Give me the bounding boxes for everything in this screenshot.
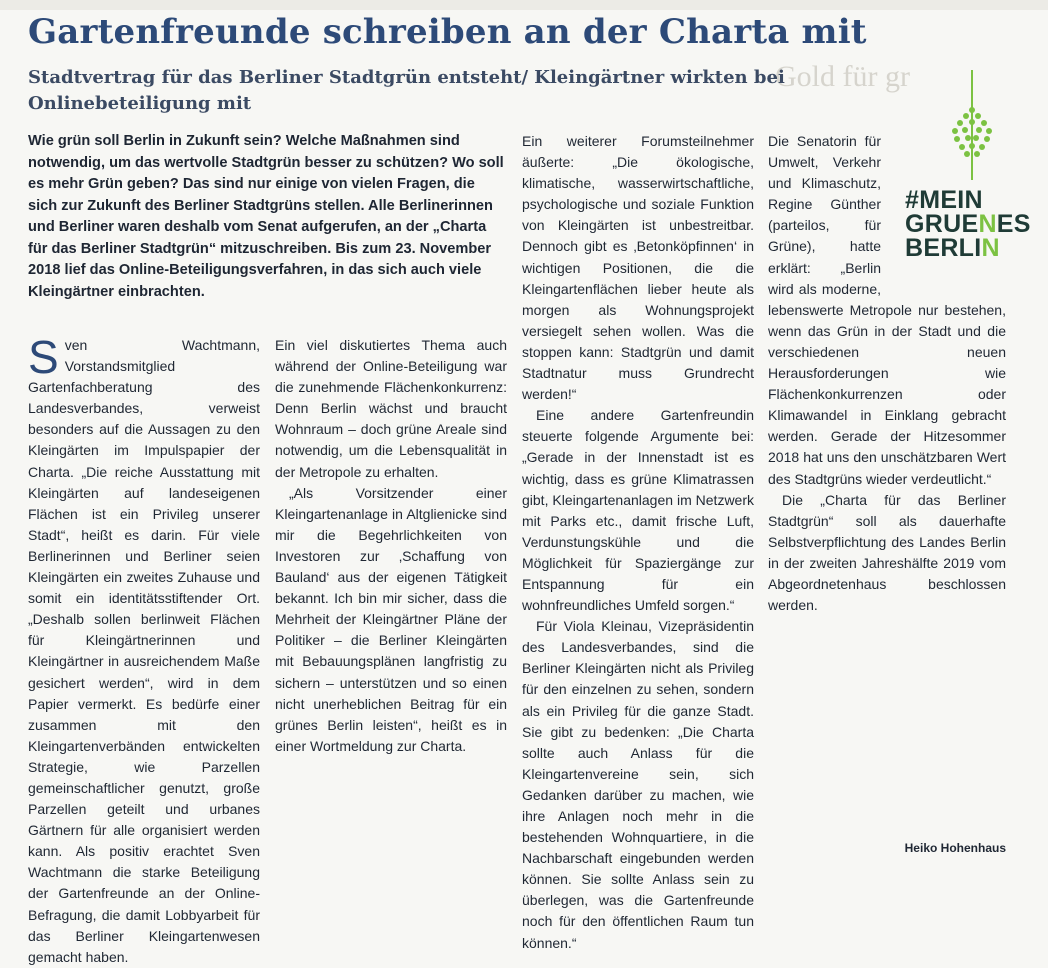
paragraph-6: Für Viola Kleinau, Vizepräsidentin des Landesverbandes, sind die Berliner Kleingärten nicht als Privileg für den einzelnen zu sehen, sondern als ein Privileg für die ganze Stadt. Sie gibt zu bedenken: „Die Charta sollte auch Anlass für die Kleingartenvereine sein, sich Gedanken darüber zu machen, wie ihre Anlagen noch mehr in die bestehenden Wohnquartiere, in die Nachbarschaft eingebunden werden können. Sie sollte Anlass sein zu überlegen, was die Gartenfreunde noch für den öffentlichen Raum tun können.“ — [522, 618, 754, 951]
article-lead: Wie grün soll Berlin in Zukunft sein? Welche Maßnahmen sind notwendig, um das wertvolle Stadtgrün besser zu schützen? Wo soll es mehr Grün geben? Das sind nur einige von vielen Fragen, die sich zur Zukunft des Berliner Stadtgrüns stellen. Alle Berlinerinnen und Berliner waren deshalb vom Senat aufgerufen, an der „Charta für das Berliner Stadtgrün“ mitzuschreiben. Bis zum 23. November 2018 lief das Online-Beteiligungsverfahren, in das sich auch viele Kleingärtner einbrachten. — [28, 133, 504, 300]
paragraph-5: Eine andere Gartenfreundin steuerte folgende Argumente bei: „Gerade in der Innenstadt ist es wichtig, dass es grüne Klimatrassen gibt, Kleingartenanlagen im Netzwerk mit Parks etc., damit frische Luft, Verdunstungskühle und die Möglichkeit für Spaziergänge zur Entspannung für ein wohnfreundliches Umfeld sorgen.“ — [522, 407, 754, 614]
logo-line-2c: ES — [996, 210, 1031, 238]
paragraph-1-text: ven Wachtmann, Vorstandsmitglied Gartenfachberatung des Landesverbandes, verweist besonders auf die Aussagen zu den Kleingärten im Impulspapier der Charta. „Die reiche Ausstattung mit Kleingärten auf landeseigenen Flächen ist ein Privileg unserer Stadt“, heißt es darin. Für viele Berlinerinnen und Berliner seien Kleingärten ein zweites Zuhause und somit ein identitätsstiftender Ort. „Deshalb sollen berlinweit Flächen für Kleingärtnerinnen und Kleingärtner in ausreichendem Maße gesichert werden“, wird in dem Papier vermerkt. Es bedürfe einer zusammen mit den Kleingartenverbänden entwickelten Strategie, wie Parzellen gemeinschaftlicher genutzt, große Parzellen geteilt und urbanes Gärtnern für alle organisiert werden kann. Als positiv erachtet Sven Wachtmann die starke Beteiligung der Gartenfreunde an der Online-Befragung, die damit Lobbyarbeit für das Berliner Kleingartenwesen gemacht haben. — [28, 337, 260, 965]
tree-icon — [951, 70, 993, 182]
article-headline: Gartenfreunde schreiben an der Charta mit — [28, 12, 867, 52]
paragraph-1 — [28, 331, 260, 968]
paragraph-8: Die „Charta für das Berliner Stadtgrün“ soll als dauerhafte Selbstverpflichtung des Landes Berlin in der zweiten Jahreshälfte 2019 vom Abgeordnetenhaus beschlossen werden. — [768, 491, 1006, 614]
article-column-2 — [275, 335, 507, 757]
paragraph-7: Die Senatorin für Umwelt, Verkehr und Klimaschutz, Regine Günther (parteilos, für Grüne), hatte erklärt: „Berlin wird als moderne, lebenswerte Metropole nur bestehen, wenn das Grün in der Stadt und die verschiedenen neuen Herausforderungen wie Flächenkonkurrenzen oder Klimawandel in Einklang gebracht werden. Gerade der Hitzesommer 2018 hat uns den unschätzbaren Wert des Stadtgrüns wieder verdeutlicht.“ — [768, 133, 1006, 487]
article-column-1 — [28, 331, 260, 968]
logo-line-3a: BERLI — [905, 234, 982, 262]
logo-line-3b: N — [981, 234, 1000, 262]
paragraph-2: Ein viel diskutiertes Thema auch während der Online-Beteiligung war die zunehmende Flächenkonkurrenz: Denn Berlin wächst und braucht Wohnraum – doch grüne Areale sind notwendig, um die Lebensqualität in der Metropole zu erhalten. — [275, 337, 507, 480]
logo-line-2a: GRUE — [905, 210, 979, 238]
logo-wordmark — [905, 188, 1031, 260]
logo-line-1: #MEIN — [905, 186, 983, 214]
neighbor-page-title: Gold für gr — [775, 60, 910, 93]
article-column-3 — [522, 131, 754, 954]
dropcap-letter: S — [28, 331, 59, 383]
logo-line-2b: N — [978, 210, 997, 238]
article-author: Heiko Hohenhaus — [904, 841, 1006, 855]
top-edge-strip — [0, 0, 1048, 10]
paragraph-3: „Als Vorsitzender einer Kleingartenanlage in Altglienicke sind mir die Begehrlichkeiten von Investoren zur ‚Schaffung von Bauland‘ aus der eigenen Tätigkeit bekannt. Ich bin mir sicher, dass die Mehrheit der Kleingärtner Pläne der Politiker – die Berliner Kleingärten mit Bebauungsplänen langfristig zu sichern – unterstützen und so einen nicht unerheblichen Beitrag für ein grünes Berlin leisten“, heißt es in einer Wortmeldung zur Charta. — [275, 484, 507, 754]
paragraph-4: Ein weiterer Forumsteilnehmer äußerte: „Die ökologische, klimatische, wasserwirtschaftliche, psychologische und soziale Funktion von Kleingärten ist unbestreitbar. Dennoch gibt es ‚Betonköpfinnen‘ in wichtigen Positionen, die die Kleingartenflächen lieber heute als morgen als Wohnungsprojekt versiegelt sehen wollen. Was die stoppen kann: Stadtgrün und damit Stadtnatur muss Grundrecht werden!“ — [522, 133, 754, 403]
article-subhead: Stadtvertrag für das Berliner Stadtgrün entsteht/ Kleingärtner wirkten bei Onlinebeteiligung mit — [28, 67, 785, 114]
mein-gruenes-berlin-logo — [905, 70, 1035, 270]
